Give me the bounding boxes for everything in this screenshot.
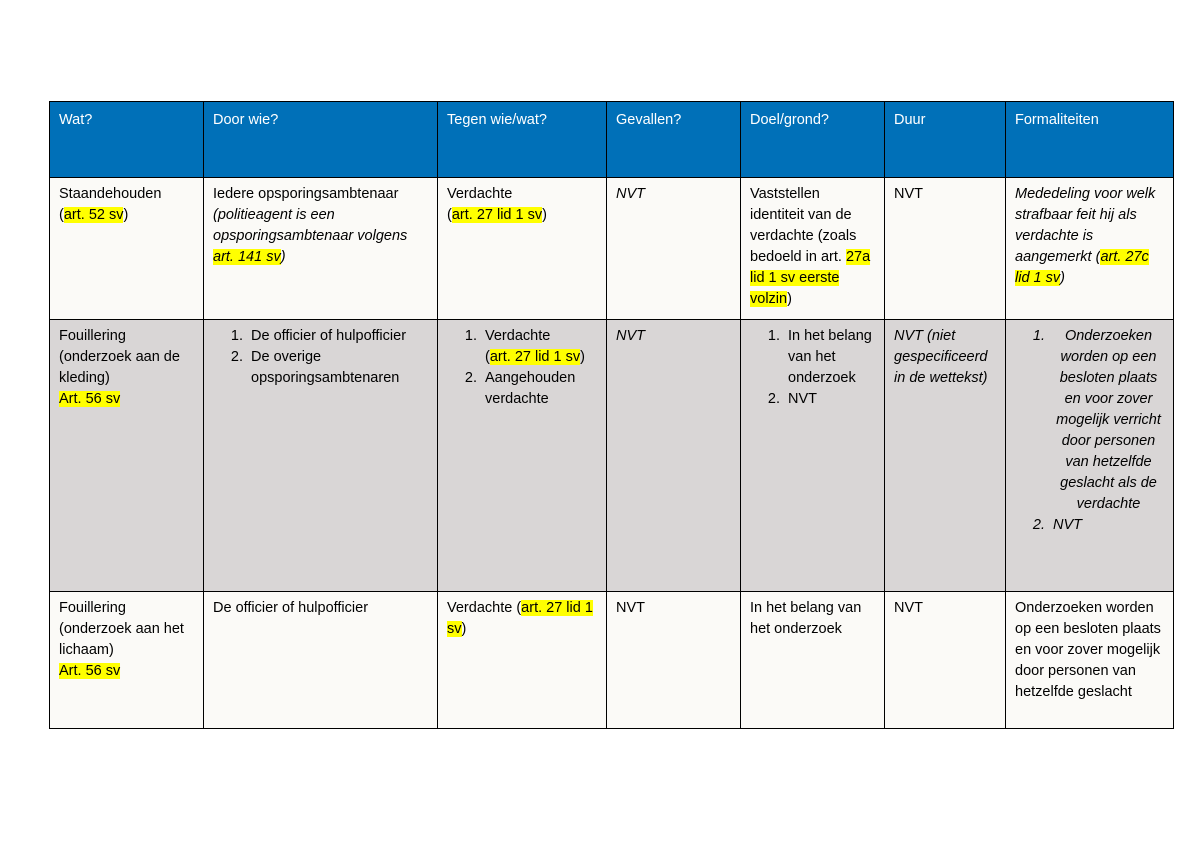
cell-formaliteiten [1006, 320, 1174, 592]
list-item: 1. In het belang van het onderzoek [784, 326, 875, 389]
cell-doel: In het belang van het onderzoek [741, 592, 885, 729]
table-row [50, 178, 1174, 320]
cell-tegen-wie: Verdachte (art. 27 lid 1 sv) [438, 178, 607, 320]
cell-wat: Fouillering (onderzoek aan de kleding) Art. 56 sv [50, 320, 204, 592]
list-item: 2. Aangehouden verdachte [481, 368, 597, 410]
cell-tegen-wie [438, 320, 607, 592]
cell-duur: NVT [885, 592, 1006, 729]
header-door-wie: Door wie? [204, 102, 438, 178]
article-reference: art. 27c lid 1 sv [1015, 249, 1149, 286]
cell-doel: Vaststellen identiteit van de verdachte (zoals bedoeld in art. 27a lid 1 sv eerste volzin) [741, 178, 885, 320]
cell-door-wie [204, 320, 438, 592]
article-reference: 27a lid 1 sv eerste volzin [750, 249, 871, 307]
list-item: 1. Onderzoeken worden op een besloten plaats en voor zover mogelijk verricht door personen van hetzelfde geslacht als de verdachte [1049, 326, 1164, 515]
cell-gevallen: NVT [607, 320, 741, 592]
header-tegen-wie: Tegen wie/wat? [438, 102, 607, 178]
header-wat: Wat? [50, 102, 204, 178]
list-item: 2. NVT [784, 389, 875, 410]
list-item: 1. De officier of hulpofficier [247, 326, 428, 347]
list-item: 2. NVT [1049, 515, 1164, 536]
header-duur: Duur [885, 102, 1006, 178]
list-item: 1. Verdachte (art. 27 lid 1 sv) [481, 326, 597, 368]
header-formaliteiten: Formaliteiten [1006, 102, 1174, 178]
article-reference: art. 141 sv [213, 249, 281, 265]
cell-wat: Staandehouden (art. 52 sv) [50, 178, 204, 320]
legal-table [49, 101, 1174, 729]
header-doel: Doel/grond? [741, 102, 885, 178]
article-reference: art. 27 lid 1 sv [451, 207, 543, 223]
cell-formaliteiten: Mededeling voor welk strafbaar feit hij als verdachte is aangemerkt (art. 27c lid 1 sv) [1006, 178, 1174, 320]
table-row [50, 592, 1174, 729]
article-reference: art. 27 lid 1 sv [447, 600, 593, 637]
article-reference: Art. 56 sv [59, 663, 121, 679]
cell-duur: NVT (niet gespecificeerd in de wettekst) [885, 320, 1006, 592]
article-reference: Art. 56 sv [59, 391, 121, 407]
article-reference: art. 27 lid 1 sv [489, 349, 581, 365]
list-item: 2. De overige opsporingsambtenaren [247, 347, 428, 389]
cell-wat: Fouillering (onderzoek aan het lichaam) Art. 56 sv [50, 592, 204, 729]
cell-formaliteiten: Onderzoeken worden op een besloten plaats en voor zover mogelijk door personen van hetzelfde geslacht [1006, 592, 1174, 729]
cell-duur: NVT [885, 178, 1006, 320]
cell-gevallen: NVT [607, 178, 741, 320]
article-reference: art. 52 sv [63, 207, 124, 223]
cell-door-wie: De officier of hulpofficier [204, 592, 438, 729]
table-row [50, 320, 1174, 592]
cell-doel [741, 320, 885, 592]
cell-tegen-wie: Verdachte (art. 27 lid 1 sv) [438, 592, 607, 729]
header-gevallen: Gevallen? [607, 102, 741, 178]
cell-door-wie: Iedere opsporingsambtenaar (politieagent is een opsporingsambtenaar volgens art. 141 sv) [204, 178, 438, 320]
cell-gevallen: NVT [607, 592, 741, 729]
header-row [50, 102, 1174, 178]
